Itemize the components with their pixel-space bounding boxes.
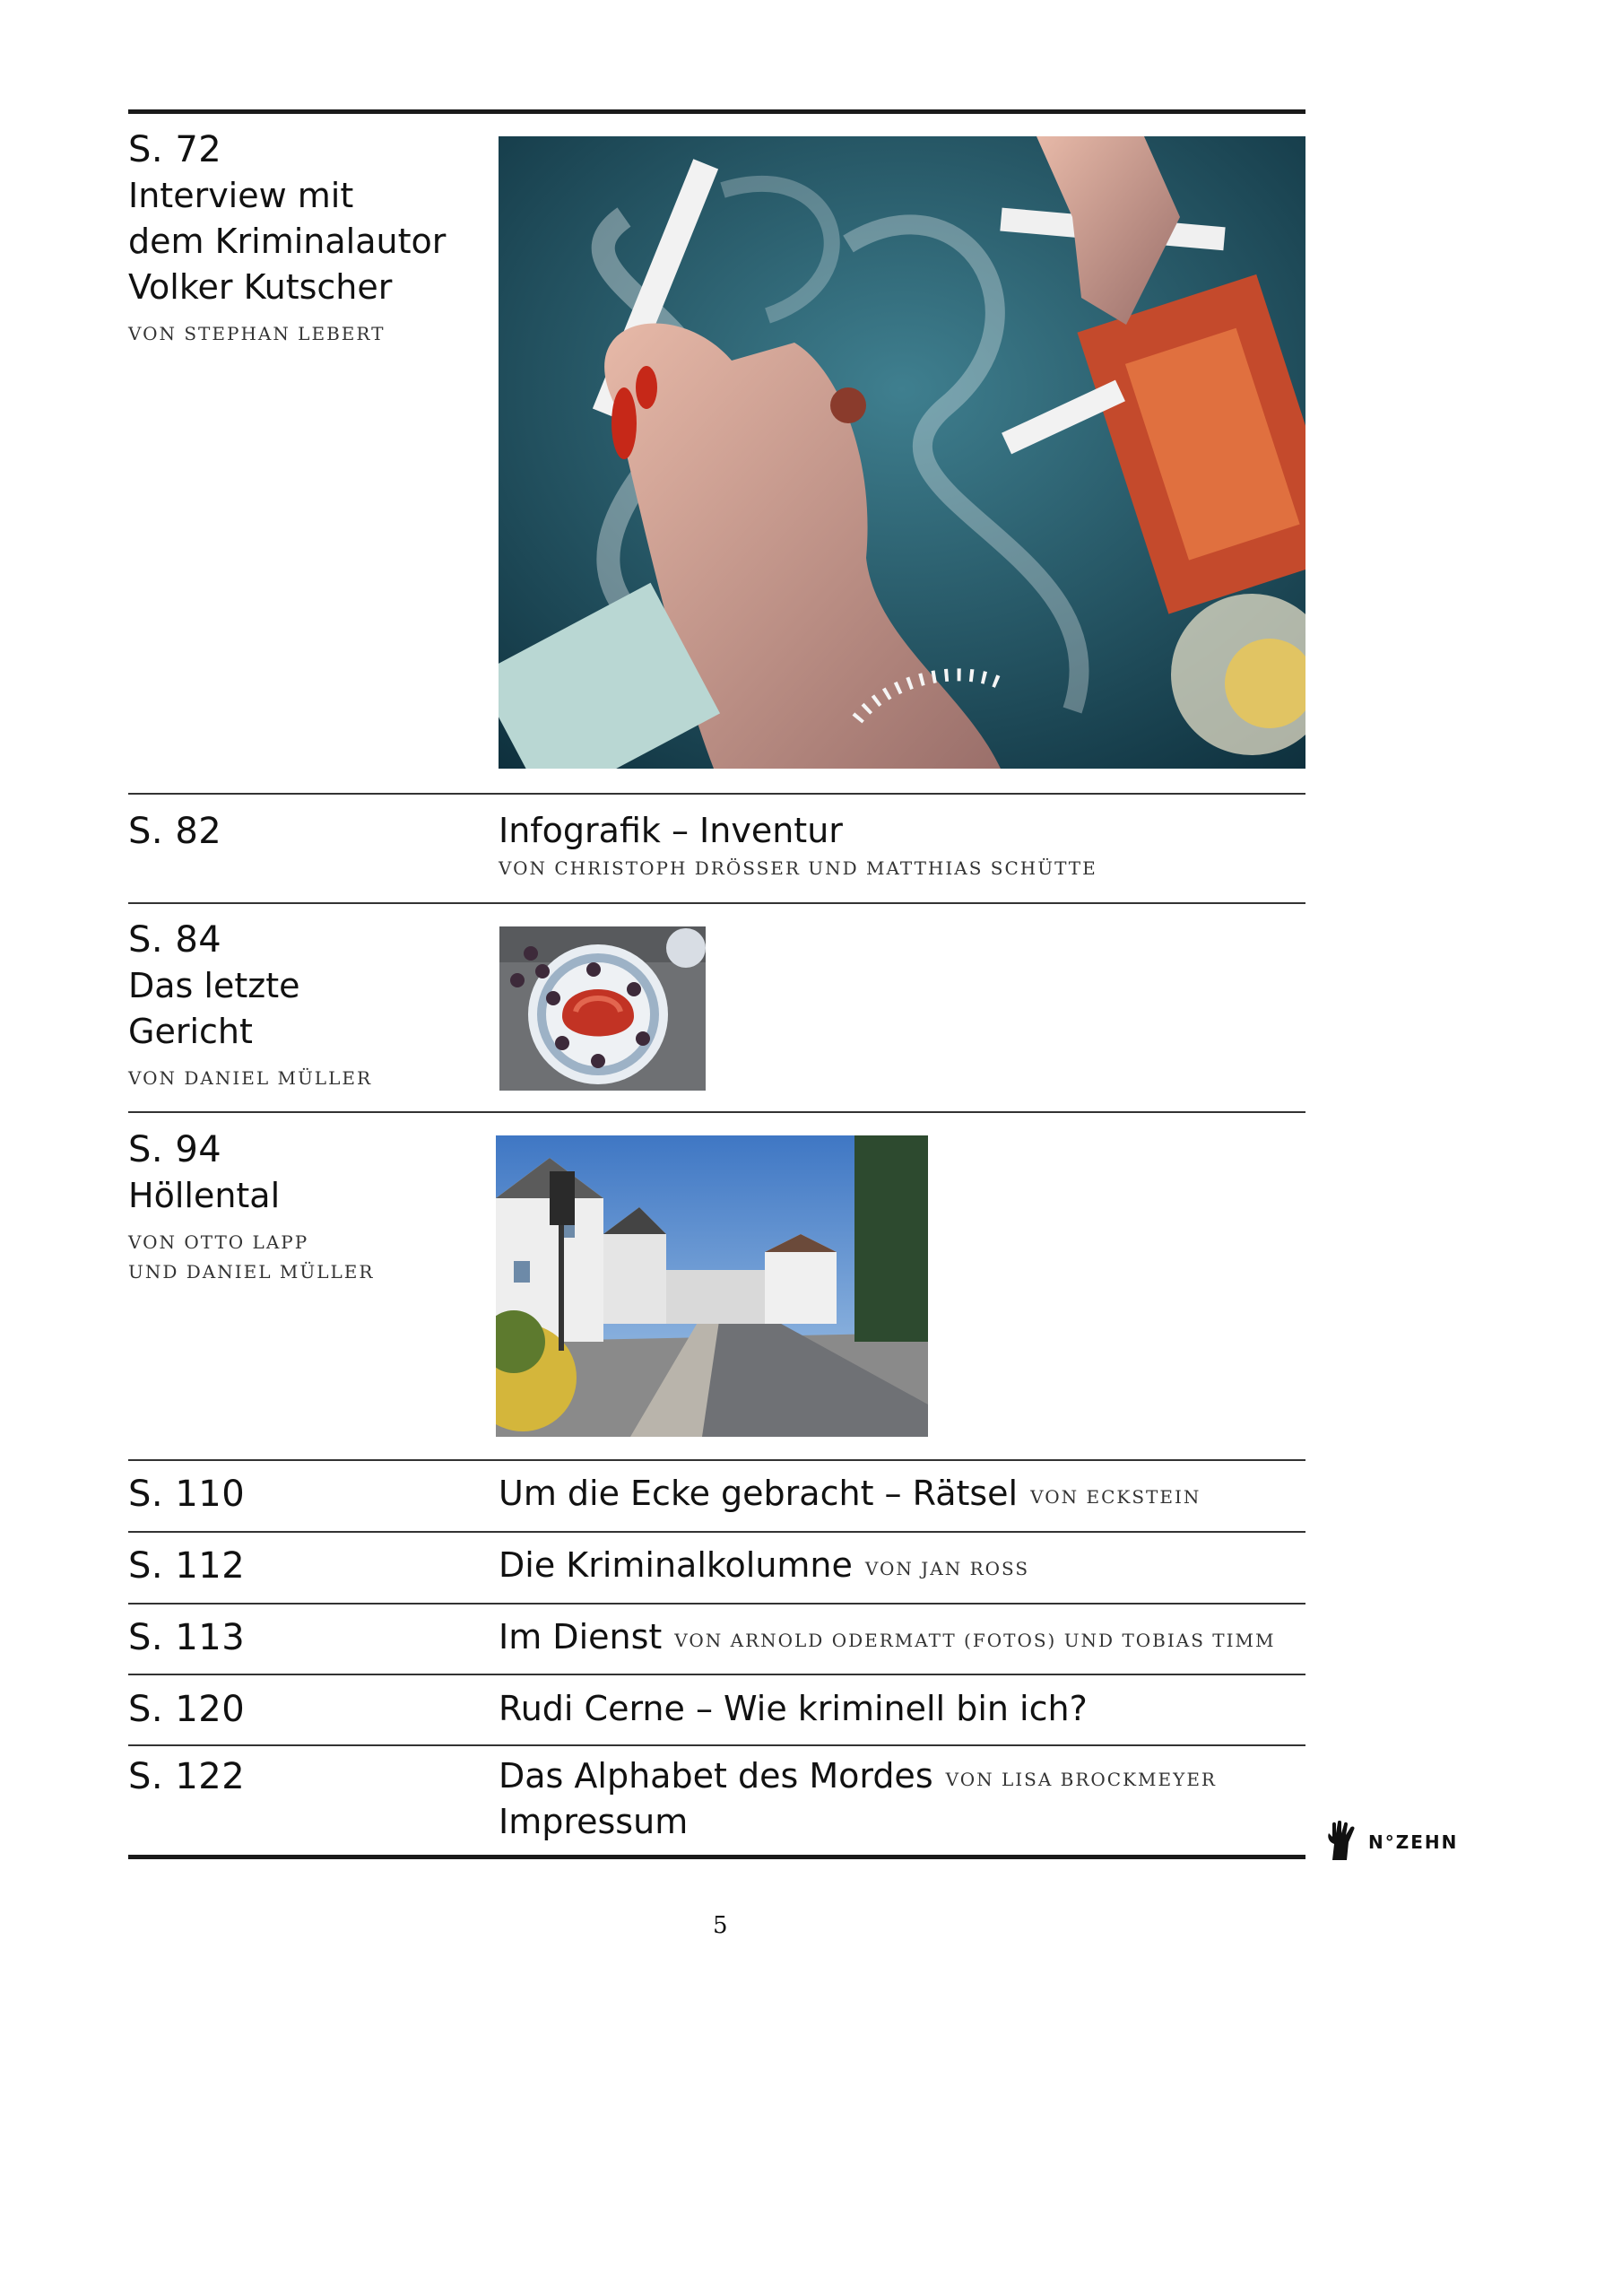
entry-s112[interactable] (499, 1543, 1305, 1588)
bottom-rule (128, 1855, 1305, 1859)
page-number: 5 (713, 1912, 728, 1939)
entry-title-line: dem Kriminalautor (128, 222, 447, 261)
page-ref: S. 110 (128, 1474, 246, 1515)
entry-title: Infografik – Inventur (499, 811, 843, 850)
entry-byline: VON JAN ROSS (864, 1558, 1030, 1579)
entry-title: Höllental (128, 1176, 281, 1215)
entry-s113[interactable] (499, 1614, 1305, 1660)
entry-byline: VON ECKSTEIN (1030, 1486, 1201, 1508)
page-ref: S. 113 (128, 1617, 246, 1658)
entry-byline: VON DANIEL MÜLLER (128, 1067, 373, 1089)
entry-title: Das Alphabet des Mordes (499, 1756, 933, 1796)
entry-s72[interactable] (128, 126, 469, 349)
hand-icon (1325, 1821, 1357, 1864)
divider (128, 793, 1305, 795)
divider (128, 1531, 1305, 1533)
entry-s120[interactable] (499, 1686, 1305, 1732)
impressum-title: Impressum (499, 1802, 689, 1841)
page-ref: S. 122 (128, 1756, 246, 1797)
entry-s84[interactable] (128, 917, 469, 1093)
entry-title: Rudi Cerne – Wie kriminell bin ich? (499, 1689, 1088, 1728)
top-rule (128, 109, 1305, 114)
entry-byline: VON LISA BROCKMEYER (945, 1769, 1217, 1790)
entry-s94[interactable] (128, 1126, 469, 1287)
entry-s122[interactable] (499, 1753, 1305, 1845)
entry-byline-line: VON OTTO LAPP (128, 1231, 309, 1253)
entry-s82[interactable] (499, 808, 1305, 883)
divider (128, 1744, 1305, 1746)
dessert-photo (499, 926, 706, 1091)
page-ref: S. 94 (128, 1129, 222, 1170)
page-ref: S. 72 (128, 129, 222, 170)
brand-name: N°ZEHN (1368, 1831, 1459, 1853)
page-ref: S. 112 (128, 1545, 246, 1587)
entry-title: Um die Ecke gebracht – Rätsel (499, 1474, 1019, 1513)
divider (128, 902, 1305, 904)
entry-byline: VON CHRISTOPH DRÖSSER UND MATTHIAS SCHÜTTE (499, 857, 1097, 879)
entry-s110[interactable] (499, 1471, 1305, 1517)
page-ref: S. 82 (128, 811, 222, 852)
page-ref: S. 120 (128, 1689, 246, 1730)
entry-title: Die Kriminalkolumne (499, 1545, 853, 1585)
page-ref: S. 84 (128, 919, 222, 961)
entry-title-line: Das letzte (128, 966, 300, 1005)
entry-title-line: Gericht (128, 1012, 253, 1051)
entry-byline: VON ARNOLD ODERMATT (FOTOS) UND TOBIAS TIMM (674, 1630, 1276, 1651)
village-street-photo (496, 1135, 928, 1437)
entry-byline-line: UND DANIEL MÜLLER (128, 1261, 375, 1283)
entry-title-line: Volker Kutscher (128, 267, 393, 307)
smoking-hand-illustration (499, 136, 1305, 769)
divider (128, 1603, 1305, 1605)
entry-title-line: Interview mit (128, 176, 354, 215)
entry-title: Im Dienst (499, 1617, 663, 1657)
entry-byline: VON STEPHAN LEBERT (128, 323, 386, 344)
divider (128, 1674, 1305, 1675)
brand-logo (1325, 1821, 1458, 1864)
divider (128, 1111, 1305, 1113)
divider (128, 1459, 1305, 1461)
